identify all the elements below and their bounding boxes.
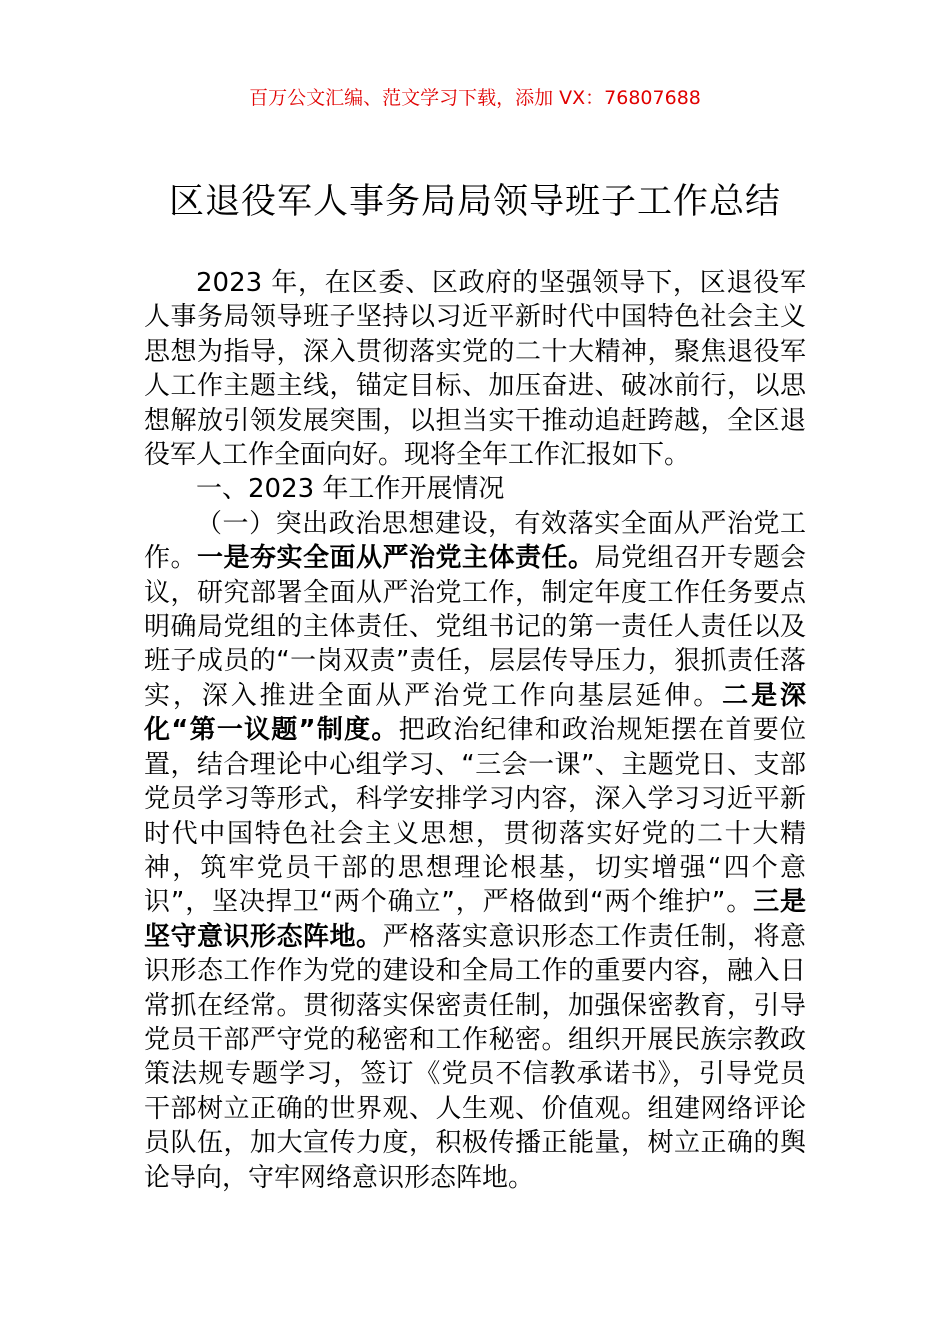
intro-paragraph: 2023 年，在区委、区政府的坚强领导下，区退役军人事务局领导班子坚持以习近平新时代中国特色社会主义思想为指导，深入贯彻落实党的二十大精神，聚焦退役军人工作主题主线，锚定目标、加压奋进、破冰前行，以思想解放引领发展突围，以担当实干推动追赶跨越，全区退役军人工作全面向好。现将全年工作汇报如下。: [144, 268, 806, 471]
point-2-title: 二是深化“第一议题”制度。: [144, 680, 806, 746]
subsection-paragraph-1: [144, 507, 806, 1195]
point-1-text: 局党组召开专题会议，研究部署全面从严治党工作，制定年度工作任务要点明确局党组的主体责任、党组书记的第一责任人责任以及班子成员的“一岗双责”责任，层层传导压力，狠抓责任落实，深入推进全面从严治党工作向基层延伸。: [144, 543, 806, 711]
point-1-title: 一是夯实全面从严治党主体责任。: [197, 543, 595, 574]
document-title: 区退役军人事务局局领导班子工作总结: [168, 182, 781, 222]
header-note: 百万公文汇编、范文学习下载，添加 VX：76807688: [249, 87, 701, 109]
point-3-title: 三是坚守意识形态阵地。: [144, 887, 806, 952]
point-3-text: 严格落实意识形态工作责任制，将意识形态工作作为党的建设和全局工作的重要内容，融入日常抓在经常。贯彻落实保密责任制，加强保密教育，引导党员干部严守党的秘密和工作秘密。组织开展民族宗教政策法规专题学习，签订《党员不信教承诺书》，引导党员干部树立正确的世界观、人生观、价值观。组建网络评论员队伍，加大宣传力度，积极传播正能量，树立正确的舆论导向，守牢网络意识形态阵地。: [144, 921, 806, 1193]
subsection-lead: （一）突出政治思想建设，有效落实全面从严治党工作。: [144, 508, 806, 574]
document-body: [144, 266, 806, 1195]
section-heading-1: 一、2023 年工作开展情况: [196, 474, 505, 505]
point-2-text: 把政治纪律和政治规矩摆在首要位置，结合理论中心组学习、“三会一课”、主题党日、支部党员学习等形式，科学安排学习内容，深入学习习近平新时代中国特色社会主义思想，贯彻落实好党的二十大精神，筑牢党员干部的思想理论根基，切实增强“四个意识”，坚决捍卫“两个确立”，严格做到“两个维护”。: [144, 715, 806, 918]
